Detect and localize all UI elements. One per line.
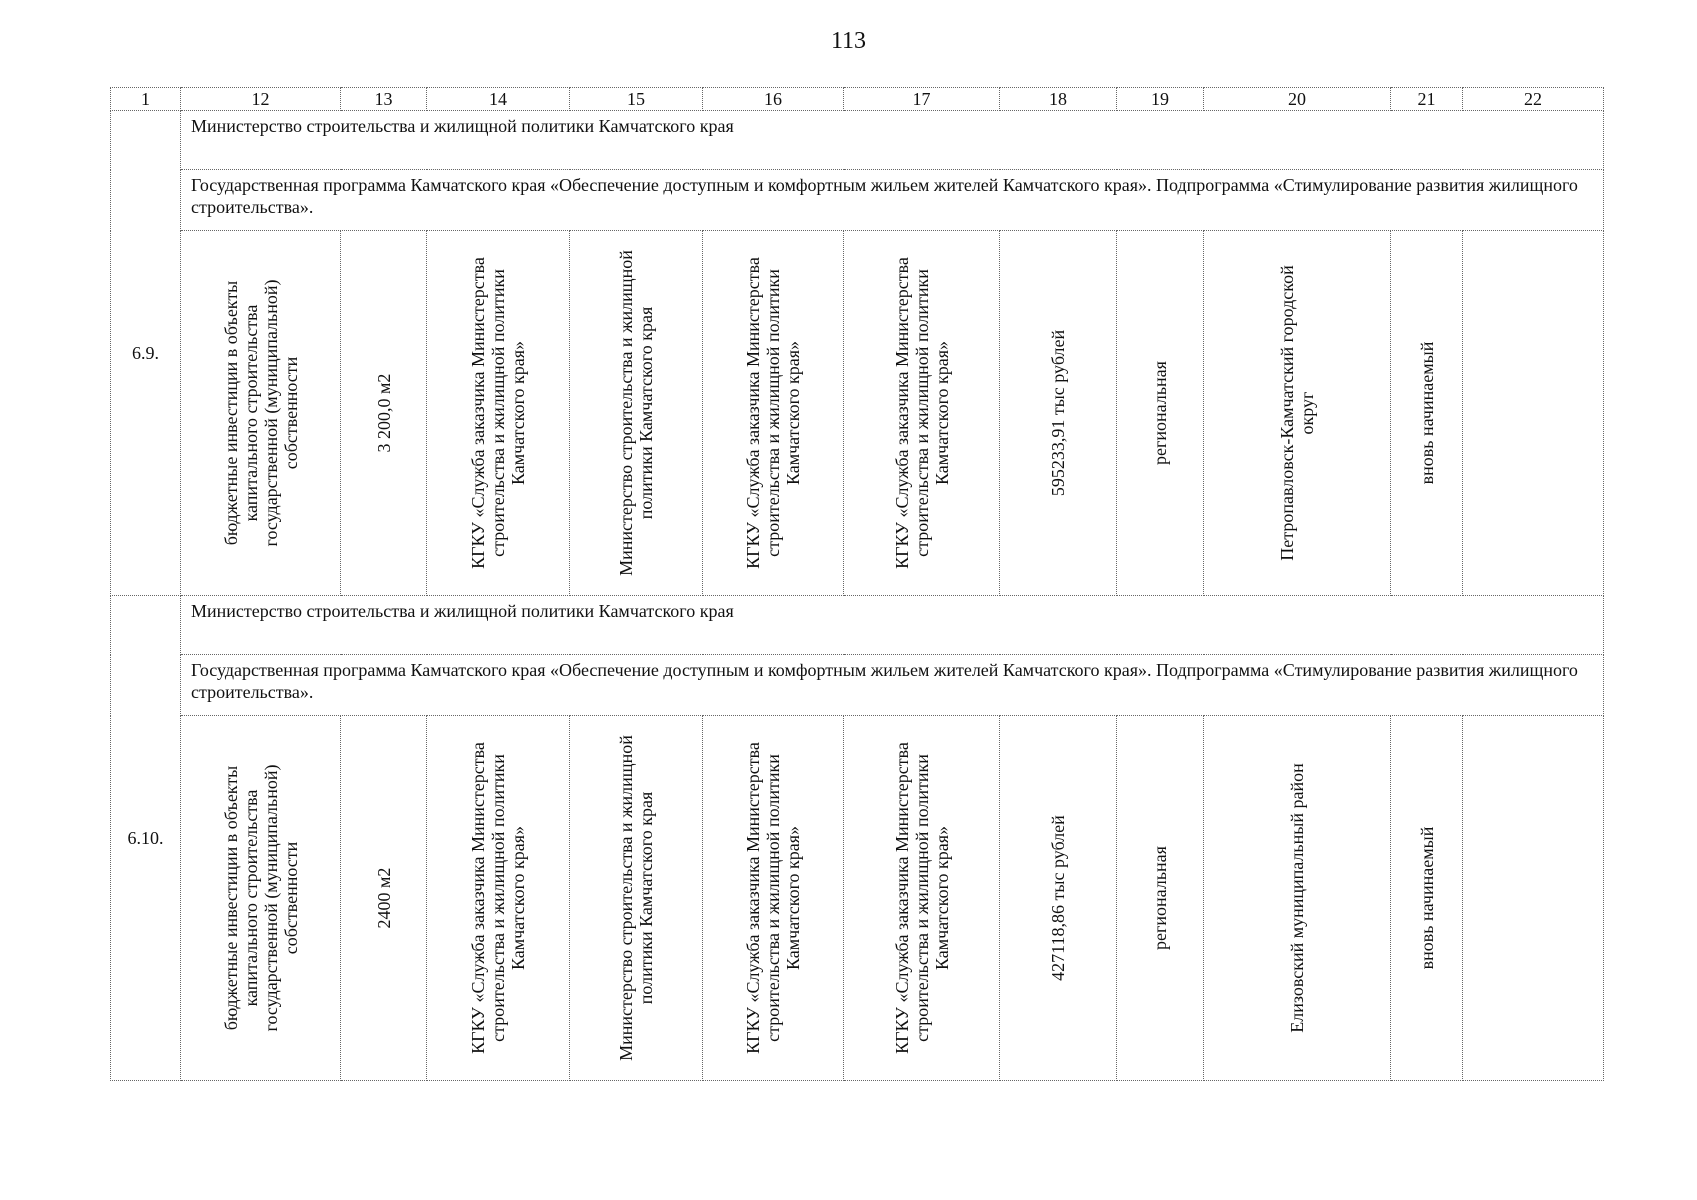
customer-cell (427, 231, 570, 596)
entry-ministry-row (111, 596, 1604, 655)
customer-text: КГКУ «Служба заказчика Министерства строительства и жилищной политики Камчатского края» (468, 742, 528, 1054)
investment-table (110, 87, 1604, 1081)
status-cell (1391, 716, 1463, 1081)
investment-type-cell (181, 231, 341, 596)
responsible-authority-cell (570, 231, 703, 596)
developer-cell (703, 231, 844, 596)
entry-number: 6.10. (111, 596, 181, 1081)
column-header: 14 (427, 88, 570, 111)
cost-text: 427118,86 тыс рублей (1048, 815, 1068, 981)
location-cell (1204, 231, 1391, 596)
program-cell (181, 655, 1604, 716)
investment-type-text: бюджетные инвестиции в объекты капитального строительства государственной (муниципальной) собственности (220, 279, 301, 547)
level-text: региональная (1150, 846, 1170, 950)
capacity-cell (341, 716, 427, 1081)
ministry-text: Министерство строительства и жилищной политики Камчатского края (191, 601, 734, 621)
status-text: вновь начинаемый (1416, 341, 1437, 485)
level-cell (1117, 231, 1204, 596)
capacity-cell (341, 231, 427, 596)
ministry-text: Министерство строительства и жилищной политики Камчатского края (191, 116, 734, 136)
investment-type-text: бюджетные инвестиции в объекты капитального строительства государственной (муниципальной) собственности (220, 764, 301, 1032)
ministry-cell (181, 596, 1604, 655)
column-header: 21 (1391, 88, 1463, 111)
entry-program-row (111, 170, 1604, 231)
responsible-authority-text: Министерство строительства и жилищной политики Камчатского края (616, 250, 656, 576)
developer-text: КГКУ «Служба заказчика Министерства строительства и жилищной политики Камчатского края» (743, 742, 803, 1054)
column-header: 17 (844, 88, 1000, 111)
developer-cell (703, 716, 844, 1081)
status-cell (1391, 231, 1463, 596)
contractor-cell (844, 231, 1000, 596)
contractor-text: КГКУ «Служба заказчика Министерства строительства и жилищной политики Камчатского края» (891, 257, 952, 569)
responsible-authority-text: Министерство строительства и жилищной политики Камчатского края (616, 735, 656, 1061)
customer-text: КГКУ «Служба заказчика Министерства строительства и жилищной политики Камчатского края» (468, 257, 528, 569)
column-header: 1 (111, 88, 181, 111)
column-header: 22 (1463, 88, 1604, 111)
capacity-text: 2400 м2 (373, 867, 394, 929)
program-text: Государственная программа Камчатского края «Обеспечение доступным и комфортным жильем жителей Камчатского края». Подпрограмма «Стимулирование развития жилищного строительства». (191, 175, 1578, 217)
contractor-text: КГКУ «Служба заказчика Министерства строительства и жилищной политики Камчатского края» (891, 742, 952, 1054)
entry-ministry-row (111, 111, 1604, 170)
developer-text: КГКУ «Служба заказчика Министерства строительства и жилищной политики Камчатского края» (743, 257, 803, 569)
empty-cell (1463, 716, 1604, 1081)
column-header-row (111, 88, 1604, 111)
program-cell (181, 170, 1604, 231)
column-header: 16 (703, 88, 844, 111)
level-cell (1117, 716, 1204, 1081)
customer-cell (427, 716, 570, 1081)
entry-number: 6.9. (111, 111, 181, 596)
location-text: Елизовский муниципальный район (1287, 763, 1307, 1033)
column-header: 13 (341, 88, 427, 111)
capacity-text: 3 200,0 м2 (373, 373, 394, 453)
program-text: Государственная программа Камчатского края «Обеспечение доступным и комфортным жильем жителей Камчатского края». Подпрограмма «Стимулирование развития жилищного строительства». (191, 660, 1578, 702)
location-cell (1204, 716, 1391, 1081)
cost-text: 595233,91 тыс рублей (1048, 329, 1068, 497)
responsible-authority-cell (570, 716, 703, 1081)
column-header: 15 (570, 88, 703, 111)
contractor-cell (844, 716, 1000, 1081)
investment-type-cell (181, 716, 341, 1081)
ministry-cell (181, 111, 1604, 170)
cost-cell (1000, 716, 1117, 1081)
entry-details-row (111, 231, 1604, 596)
entry-details-row (111, 716, 1604, 1081)
status-text: вновь начинаемый (1416, 826, 1437, 970)
level-text: региональная (1150, 361, 1170, 465)
column-header: 18 (1000, 88, 1117, 111)
column-header: 12 (181, 88, 341, 111)
entry-program-row (111, 655, 1604, 716)
page-number: 113 (830, 28, 867, 54)
location-text: Петропавловск-Камчатский городской округ (1277, 265, 1317, 561)
empty-cell (1463, 231, 1604, 596)
column-header: 20 (1204, 88, 1391, 111)
column-header: 19 (1117, 88, 1204, 111)
cost-cell (1000, 231, 1117, 596)
